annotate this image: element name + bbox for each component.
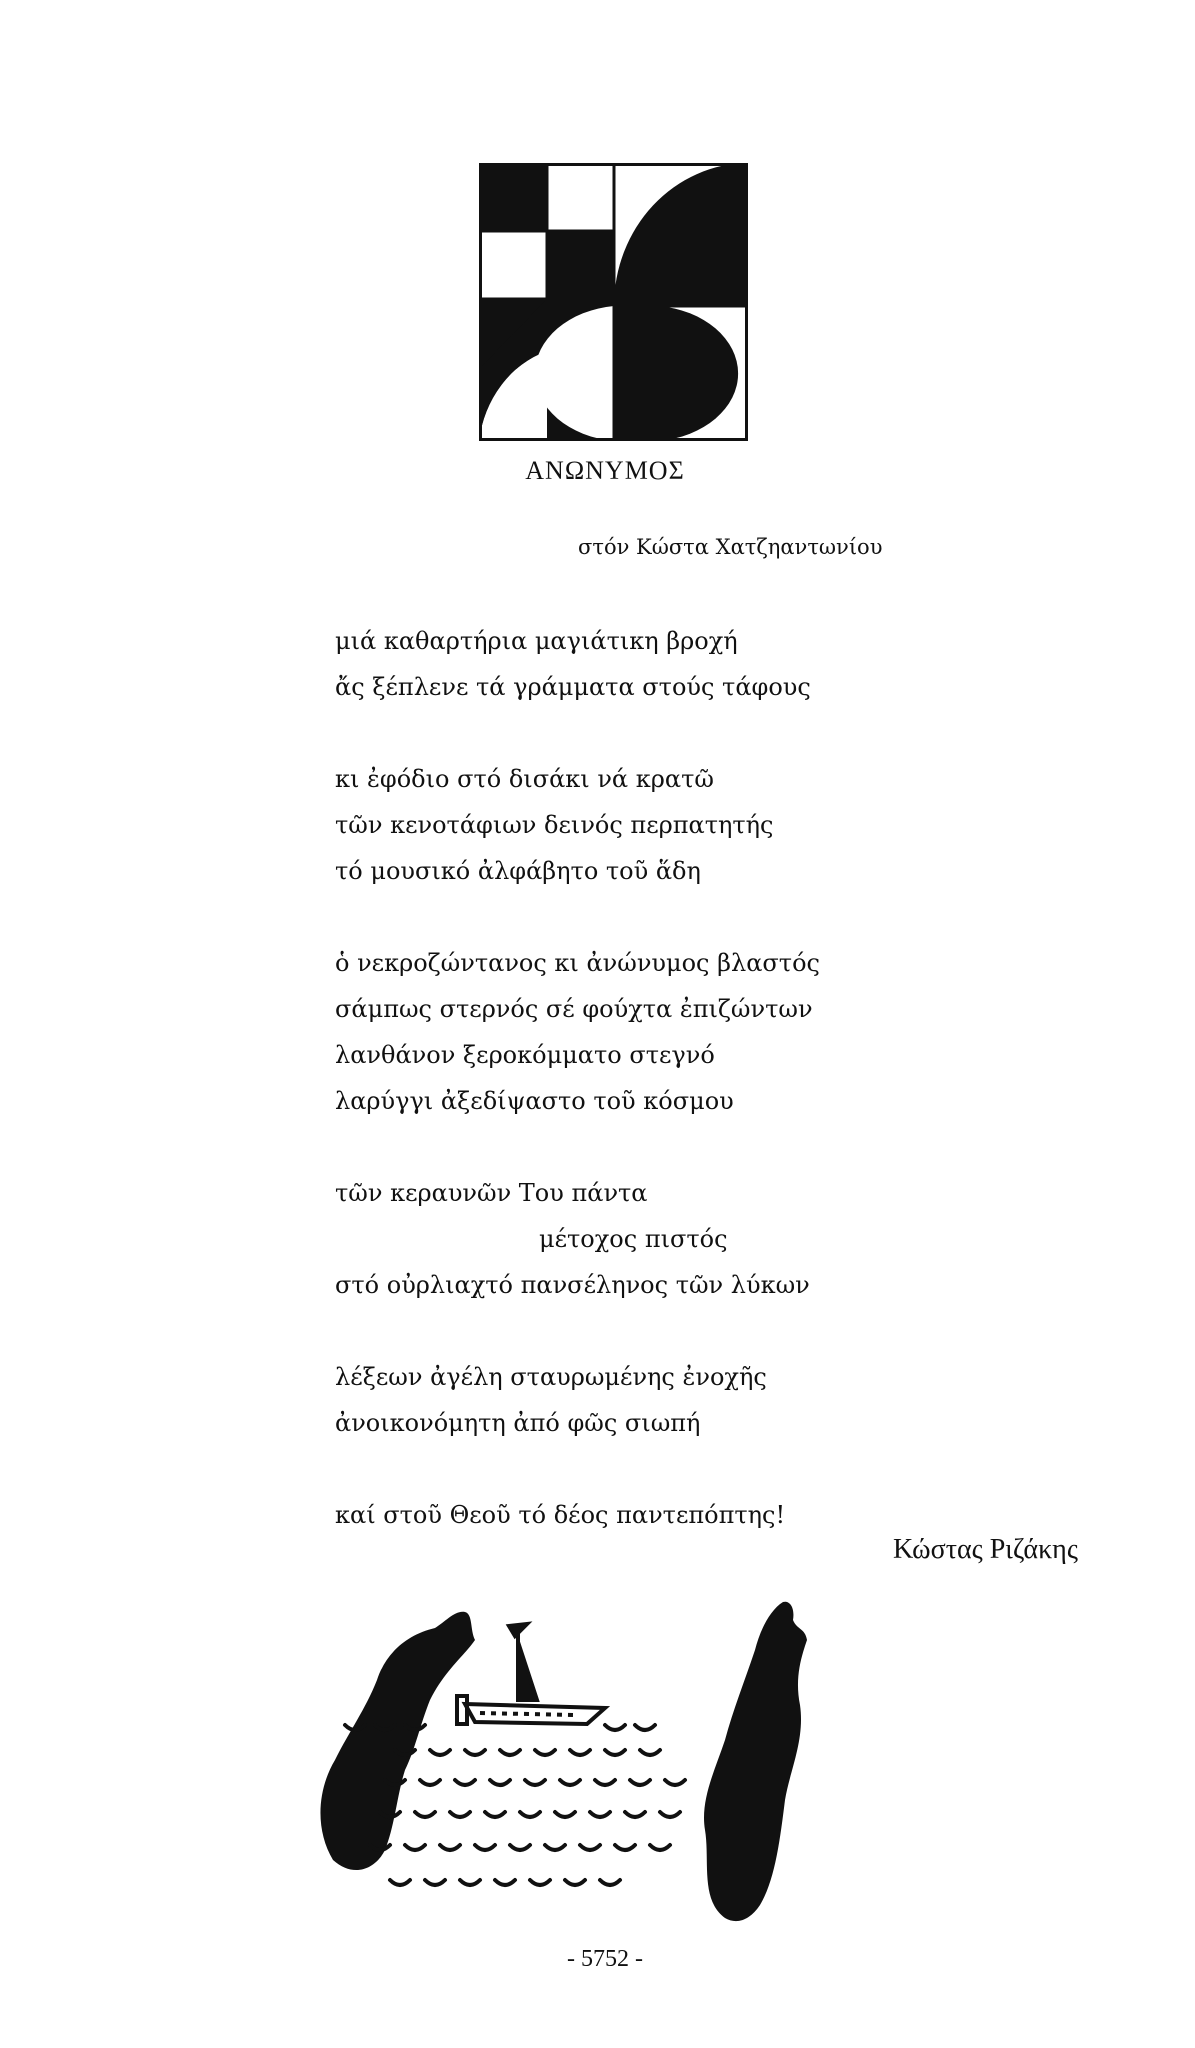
stanza (335, 618, 935, 710)
stanza (335, 1492, 935, 1538)
verse-line: κι ἐφόδιο στό δισάκι νά κρατῶ (335, 765, 714, 793)
sailboat-sea-illustration-icon (305, 1600, 910, 1930)
verse-line: ὁ νεκροζώντανος κι ἀνώνυμος βλαστός (335, 949, 820, 977)
verse-line: λανθάνον ξεροκόμματο στεγνό (335, 1041, 715, 1069)
verse-line: μιά καθαρτήρια μαγιάτικη βροχή (335, 627, 738, 655)
stanza (335, 1354, 935, 1446)
author-signature: Κώστας Ριζάκης (893, 1534, 1078, 1565)
poem-title: ΑΝΩΝΥΜΟΣ (525, 456, 685, 485)
verse-line: ἀνοικονόμητη ἀπό φῶς σιωπή (335, 1409, 701, 1437)
verse-line: λαρύγγι ἀξεδίψαστο τοῦ κόσμου (335, 1087, 734, 1115)
geometric-emblem-icon (479, 163, 748, 441)
verse-line: καί στοῦ Θεοῦ τό δέος παντεπόπτης! (335, 1501, 786, 1529)
dedication: στόν Κώστα Χατζηαντωνίου (578, 535, 883, 559)
verse-line: ἄς ξέπλενε τά γράμματα στούς τάφους (335, 673, 811, 701)
page-number: - 5752 - (567, 1946, 643, 1972)
stanza (335, 756, 935, 894)
stanza (335, 940, 935, 1124)
verse-line: σάμπως στερνός σέ φούχτα ἐπιζώντων (335, 995, 813, 1023)
stanza (335, 1170, 935, 1308)
verse-line: τῶν κενοτάφιων δεινός περπατητής (335, 811, 774, 839)
verse-line: στό οὐρλιαχτό πανσέληνος τῶν λύκων (335, 1271, 810, 1299)
verse-line: τό μουσικό ἀλφάβητο τοῦ ἅδη (335, 857, 701, 885)
verse-line: τῶν κεραυνῶν Του πάντα (335, 1179, 648, 1207)
verse-line: λέξεων ἀγέλη σταυρωμένης ἐνοχῆς (335, 1363, 767, 1391)
verse-line: μέτοχος πιστός (539, 1225, 728, 1253)
poem-body (335, 618, 935, 1584)
